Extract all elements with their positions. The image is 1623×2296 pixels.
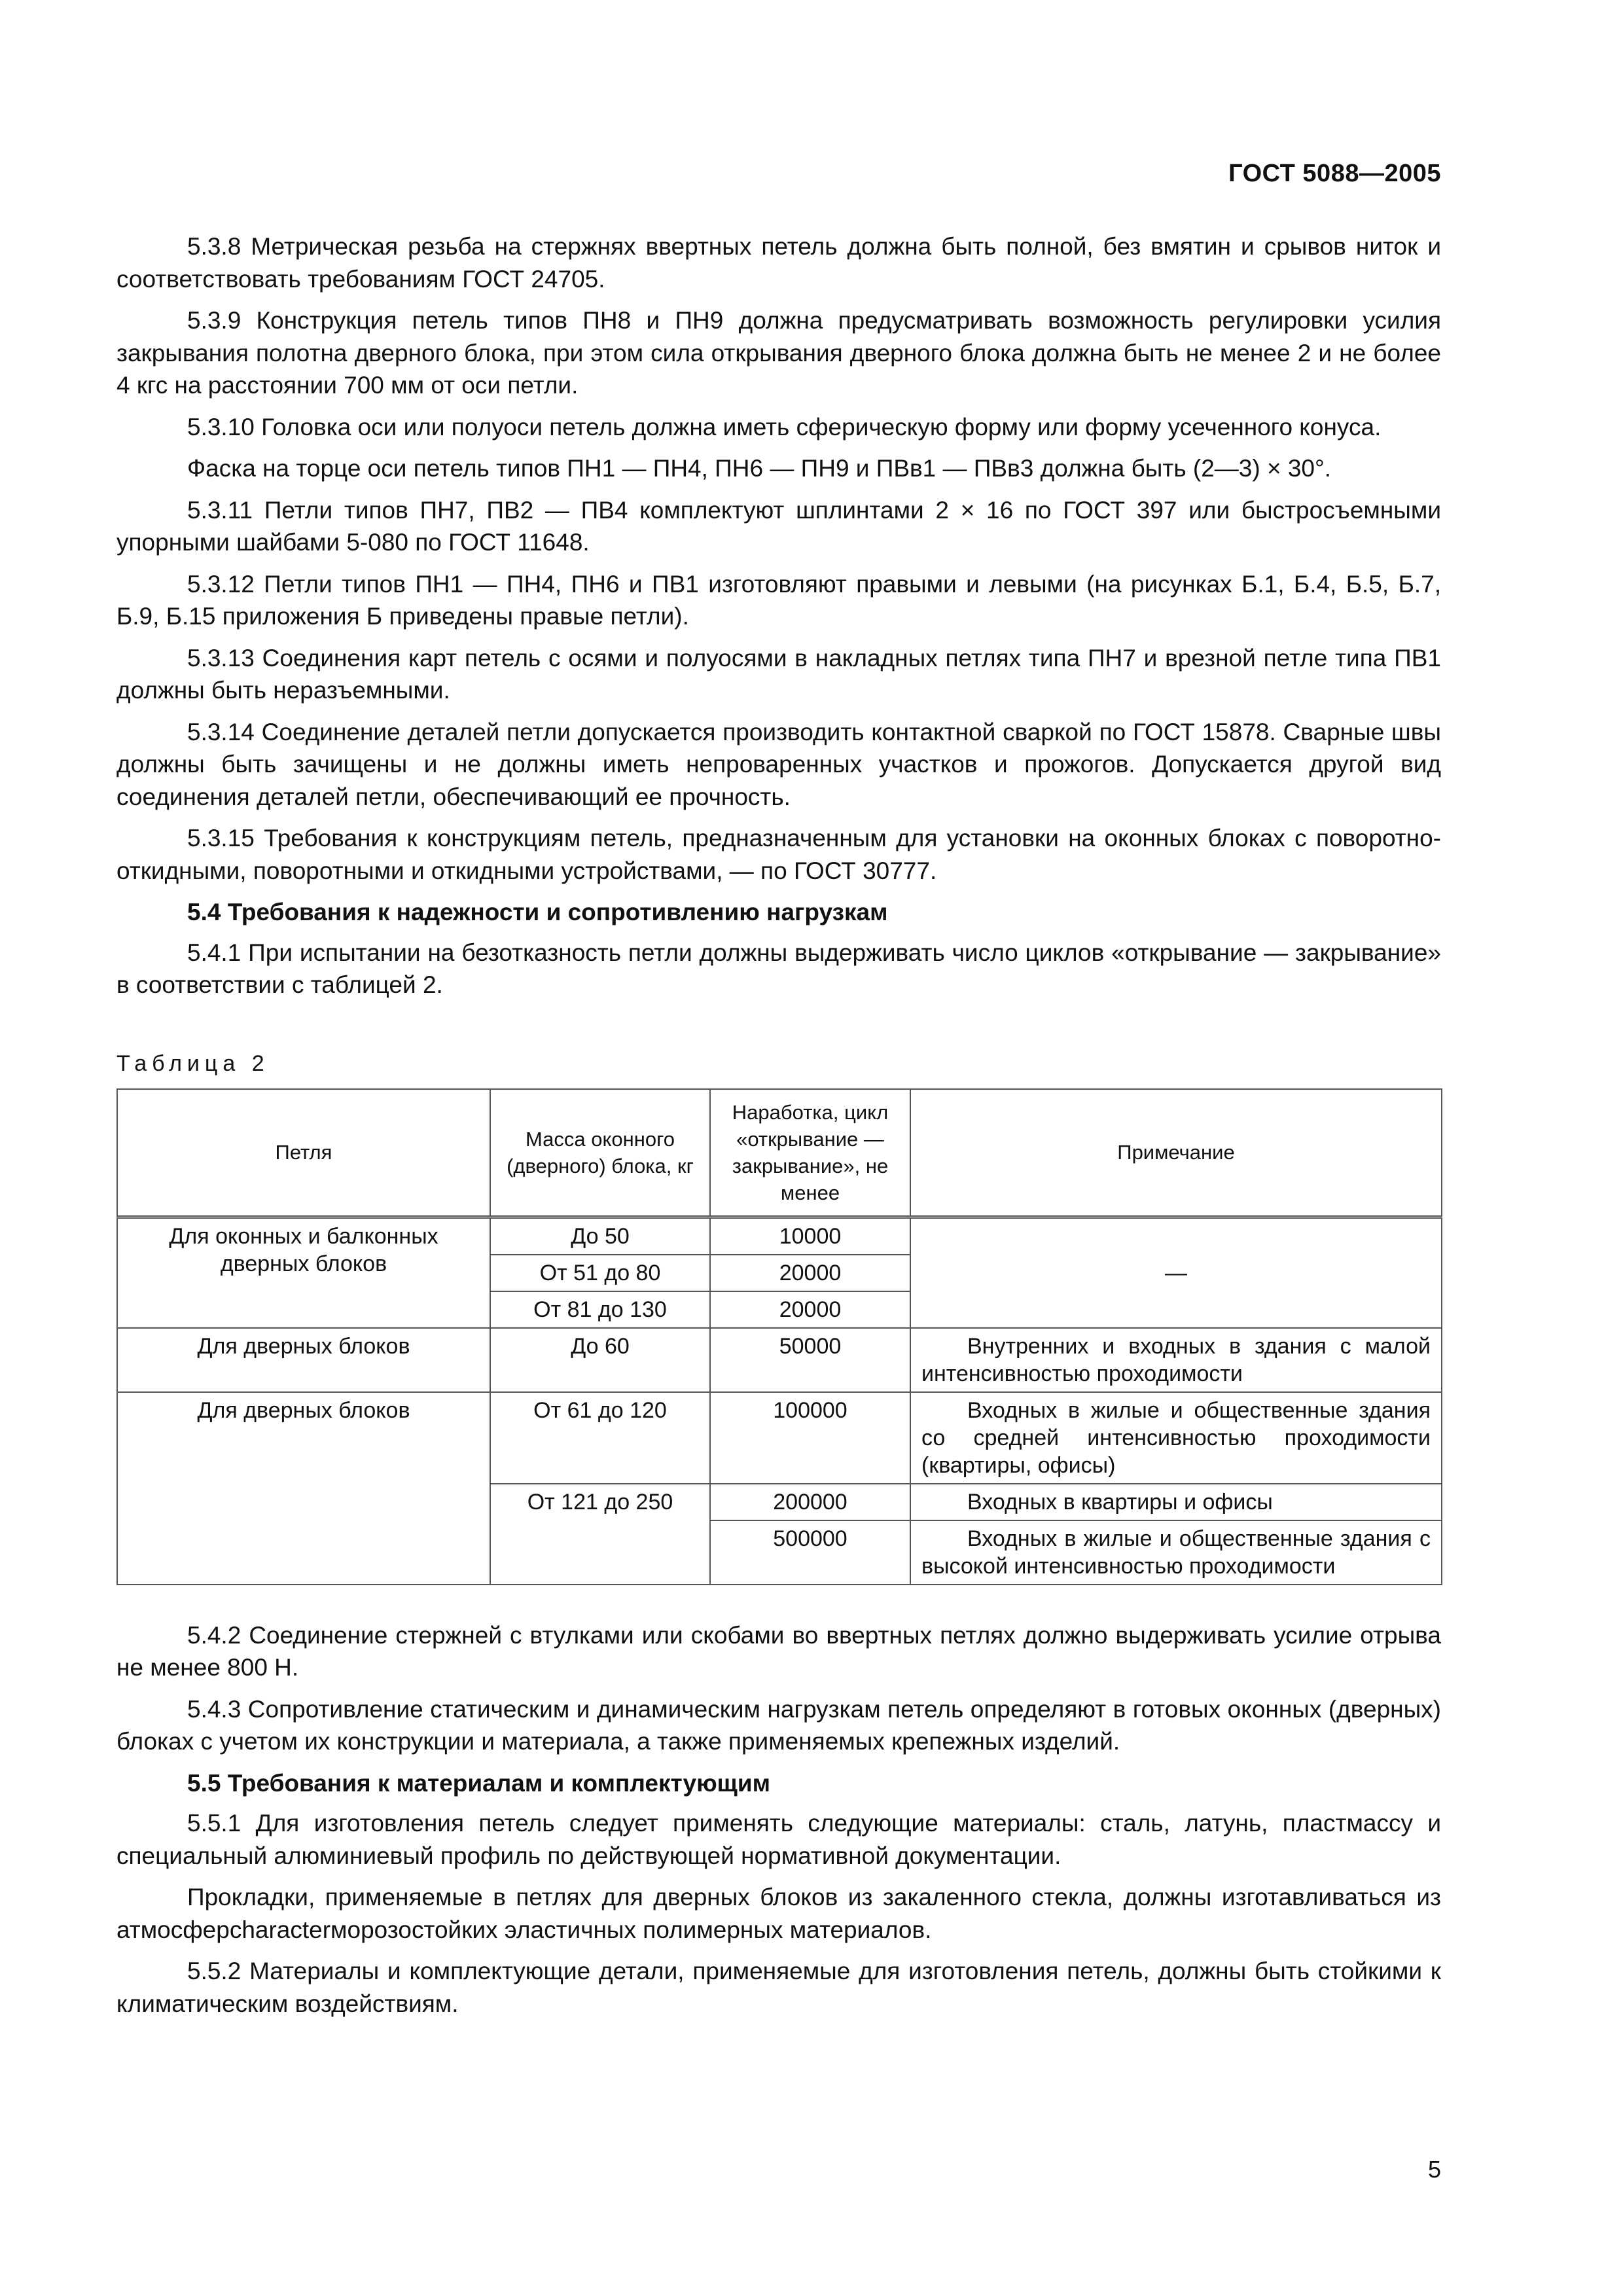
note-cell: Входных в жилые и общественные здания со средней интенсивностью проходимости (квартиры, офисы) [910, 1392, 1442, 1484]
paragraph-chamfer: Фаска на торце оси петель типов ПН1 — ПН4, ПН6 — ПН9 и ПВв1 — ПВв3 должна быть (2—3) × 30°. [187, 455, 1332, 482]
reliability-table [116, 1088, 1442, 1585]
cycles-cell: 100000 [710, 1392, 910, 1484]
hinge-cell: Для дверных блоков [117, 1392, 490, 1585]
header-note: Примечание [910, 1089, 1442, 1217]
page-number: 5 [1427, 2156, 1441, 2183]
paragraph-5-3-14: 5.3.14 Соединение деталей петли допускается производить контактной сваркой по ГОСТ 15878. Сварные швы должны быть зачищены и не должны иметь непроваренных участков и прожогов. Допускается другой вид соединения деталей петли, обеспечивающий ее прочность. [116, 718, 1441, 810]
cycles-cell: 200000 [710, 1484, 910, 1520]
cycles-cell: 500000 [710, 1520, 910, 1585]
paragraph-5-5-1: 5.5.1 Для изготовления петель следует применять следующие материалы: сталь, латунь, пластмассу и специальный алюминиевый профиль по действующей нормативной документации. [116, 1810, 1441, 1869]
mass-cell: От 51 до 80 [490, 1255, 710, 1291]
paragraph-5-4-1: 5.4.1 При испытании на безотказность петли должны выдерживать число циклов «открывание — закрывание» в соответствии с таблицей 2. [116, 939, 1441, 998]
note-cell: Входных в жилые и общественные здания с высокой интенсивностью проходимости [910, 1520, 1442, 1585]
paragraph-5-3-10: 5.3.10 Головка оси или полуоси петель должна иметь сферическую форму или форму усеченного конуса. [187, 413, 1382, 440]
table-caption: Таблица 2 [116, 1050, 270, 1076]
mass-cell: От 61 до 120 [490, 1392, 710, 1484]
hinge-cell: Для дверных блоков [117, 1328, 490, 1392]
table-header-row [117, 1089, 1442, 1217]
paragraph-5-5-2: 5.5.2 Материалы и комплектующие детали, применяемые для изготовления петель, должны быть стойкими к климатическим воздействиям. [116, 1958, 1441, 2017]
paragraph-5-3-15: 5.3.15 Требования к конструкциям петель, предназначенным для установки на оконных блоках с поворотно-откидными, поворотными и откидными устройствами, — по ГОСТ 30777. [116, 825, 1441, 884]
mass-cell: От 121 до 250 [490, 1484, 710, 1585]
paragraph-gaskets: Прокладки, применяемые в петлях для дверных блоков из закаленного стекла, должны изготавливаться из атмосферcharacterморозостойких эластичных полимерных материалов. [116, 1884, 1441, 1943]
section-heading-5-5: 5.5 Требования к материалам и комплектующим [187, 1769, 771, 1797]
note-cell: — [910, 1217, 1442, 1328]
paragraph-5-3-11: 5.3.11 Петли типов ПН7, ПВ2 — ПВ4 комплектуют шплинтами 2 × 16 по ГОСТ 397 или быстросъемными упорными шайбами 5-080 по ГОСТ 11648. [116, 496, 1441, 556]
table-row [117, 1392, 1442, 1484]
cycles-cell: 20000 [710, 1291, 910, 1328]
section-heading-5-4: 5.4 Требования к надежности и сопротивлению нагрузкам [187, 899, 888, 925]
header-mass: Масса оконного (дверного) блока, кг [490, 1089, 710, 1217]
table-row [117, 1217, 1442, 1255]
paragraph-5-4-3: 5.4.3 Сопротивление статическим и динамическим нагрузкам петель определяют в готовых оконных (дверных) блоках с учетом их конструкции и материала, а также применяемых крепежных изделий. [116, 1695, 1441, 1755]
paragraph-5-3-13: 5.3.13 Соединения карт петель с осями и полуосями в накладных петлях типа ПН7 и врезной петле типа ПВ1 должны быть неразъемными. [116, 644, 1441, 704]
table-row [117, 1328, 1442, 1392]
cycles-cell: 20000 [710, 1255, 910, 1291]
hinge-cell: Для оконных и балконных дверных блоков [117, 1217, 490, 1328]
header-hinge: Петля [117, 1089, 490, 1217]
document-body [116, 230, 1441, 2029]
mass-cell: До 60 [490, 1328, 710, 1392]
paragraph-5-3-8: 5.3.8 Метрическая резьба на стержнях ввертных петель должна быть полной, без вмятин и срывов ниток и соответствовать требованиям ГОСТ 24705. [116, 233, 1441, 293]
note-cell: Внутренних и входных в здания с малой интенсивностью проходимости [910, 1328, 1442, 1392]
mass-cell: От 81 до 130 [490, 1291, 710, 1328]
cycles-cell: 50000 [710, 1328, 910, 1392]
note-cell: Входных в квартиры и офисы [910, 1484, 1442, 1520]
mass-cell: До 50 [490, 1217, 710, 1255]
paragraph-5-4-2: 5.4.2 Соединение стержней с втулками или скобами во ввертных петлях должно выдерживать усилие отрыва не менее 800 Н. [116, 1621, 1441, 1681]
cycles-cell: 10000 [710, 1217, 910, 1255]
paragraph-5-3-9: 5.3.9 Конструкция петель типов ПН8 и ПН9 должна предусматривать возможность регулировки усилия закрывания полотна дверного блока, при этом сила открывания дверного блока должна быть не менее 2 и не более 4 кгс на расстоянии 700 мм от оси петли. [116, 307, 1441, 399]
header-cycles: Наработка, цикл «открывание — закрывание», не менее [710, 1089, 910, 1217]
document-code: ГОСТ 5088—2005 [1228, 160, 1441, 187]
paragraph-5-3-12: 5.3.12 Петли типов ПН1 — ПН4, ПН6 и ПВ1 изготовляют правыми и левыми (на рисунках Б.1, Б.4, Б.5, Б.7, Б.9, Б.15 приложения Б приведены правые петли). [116, 570, 1441, 630]
